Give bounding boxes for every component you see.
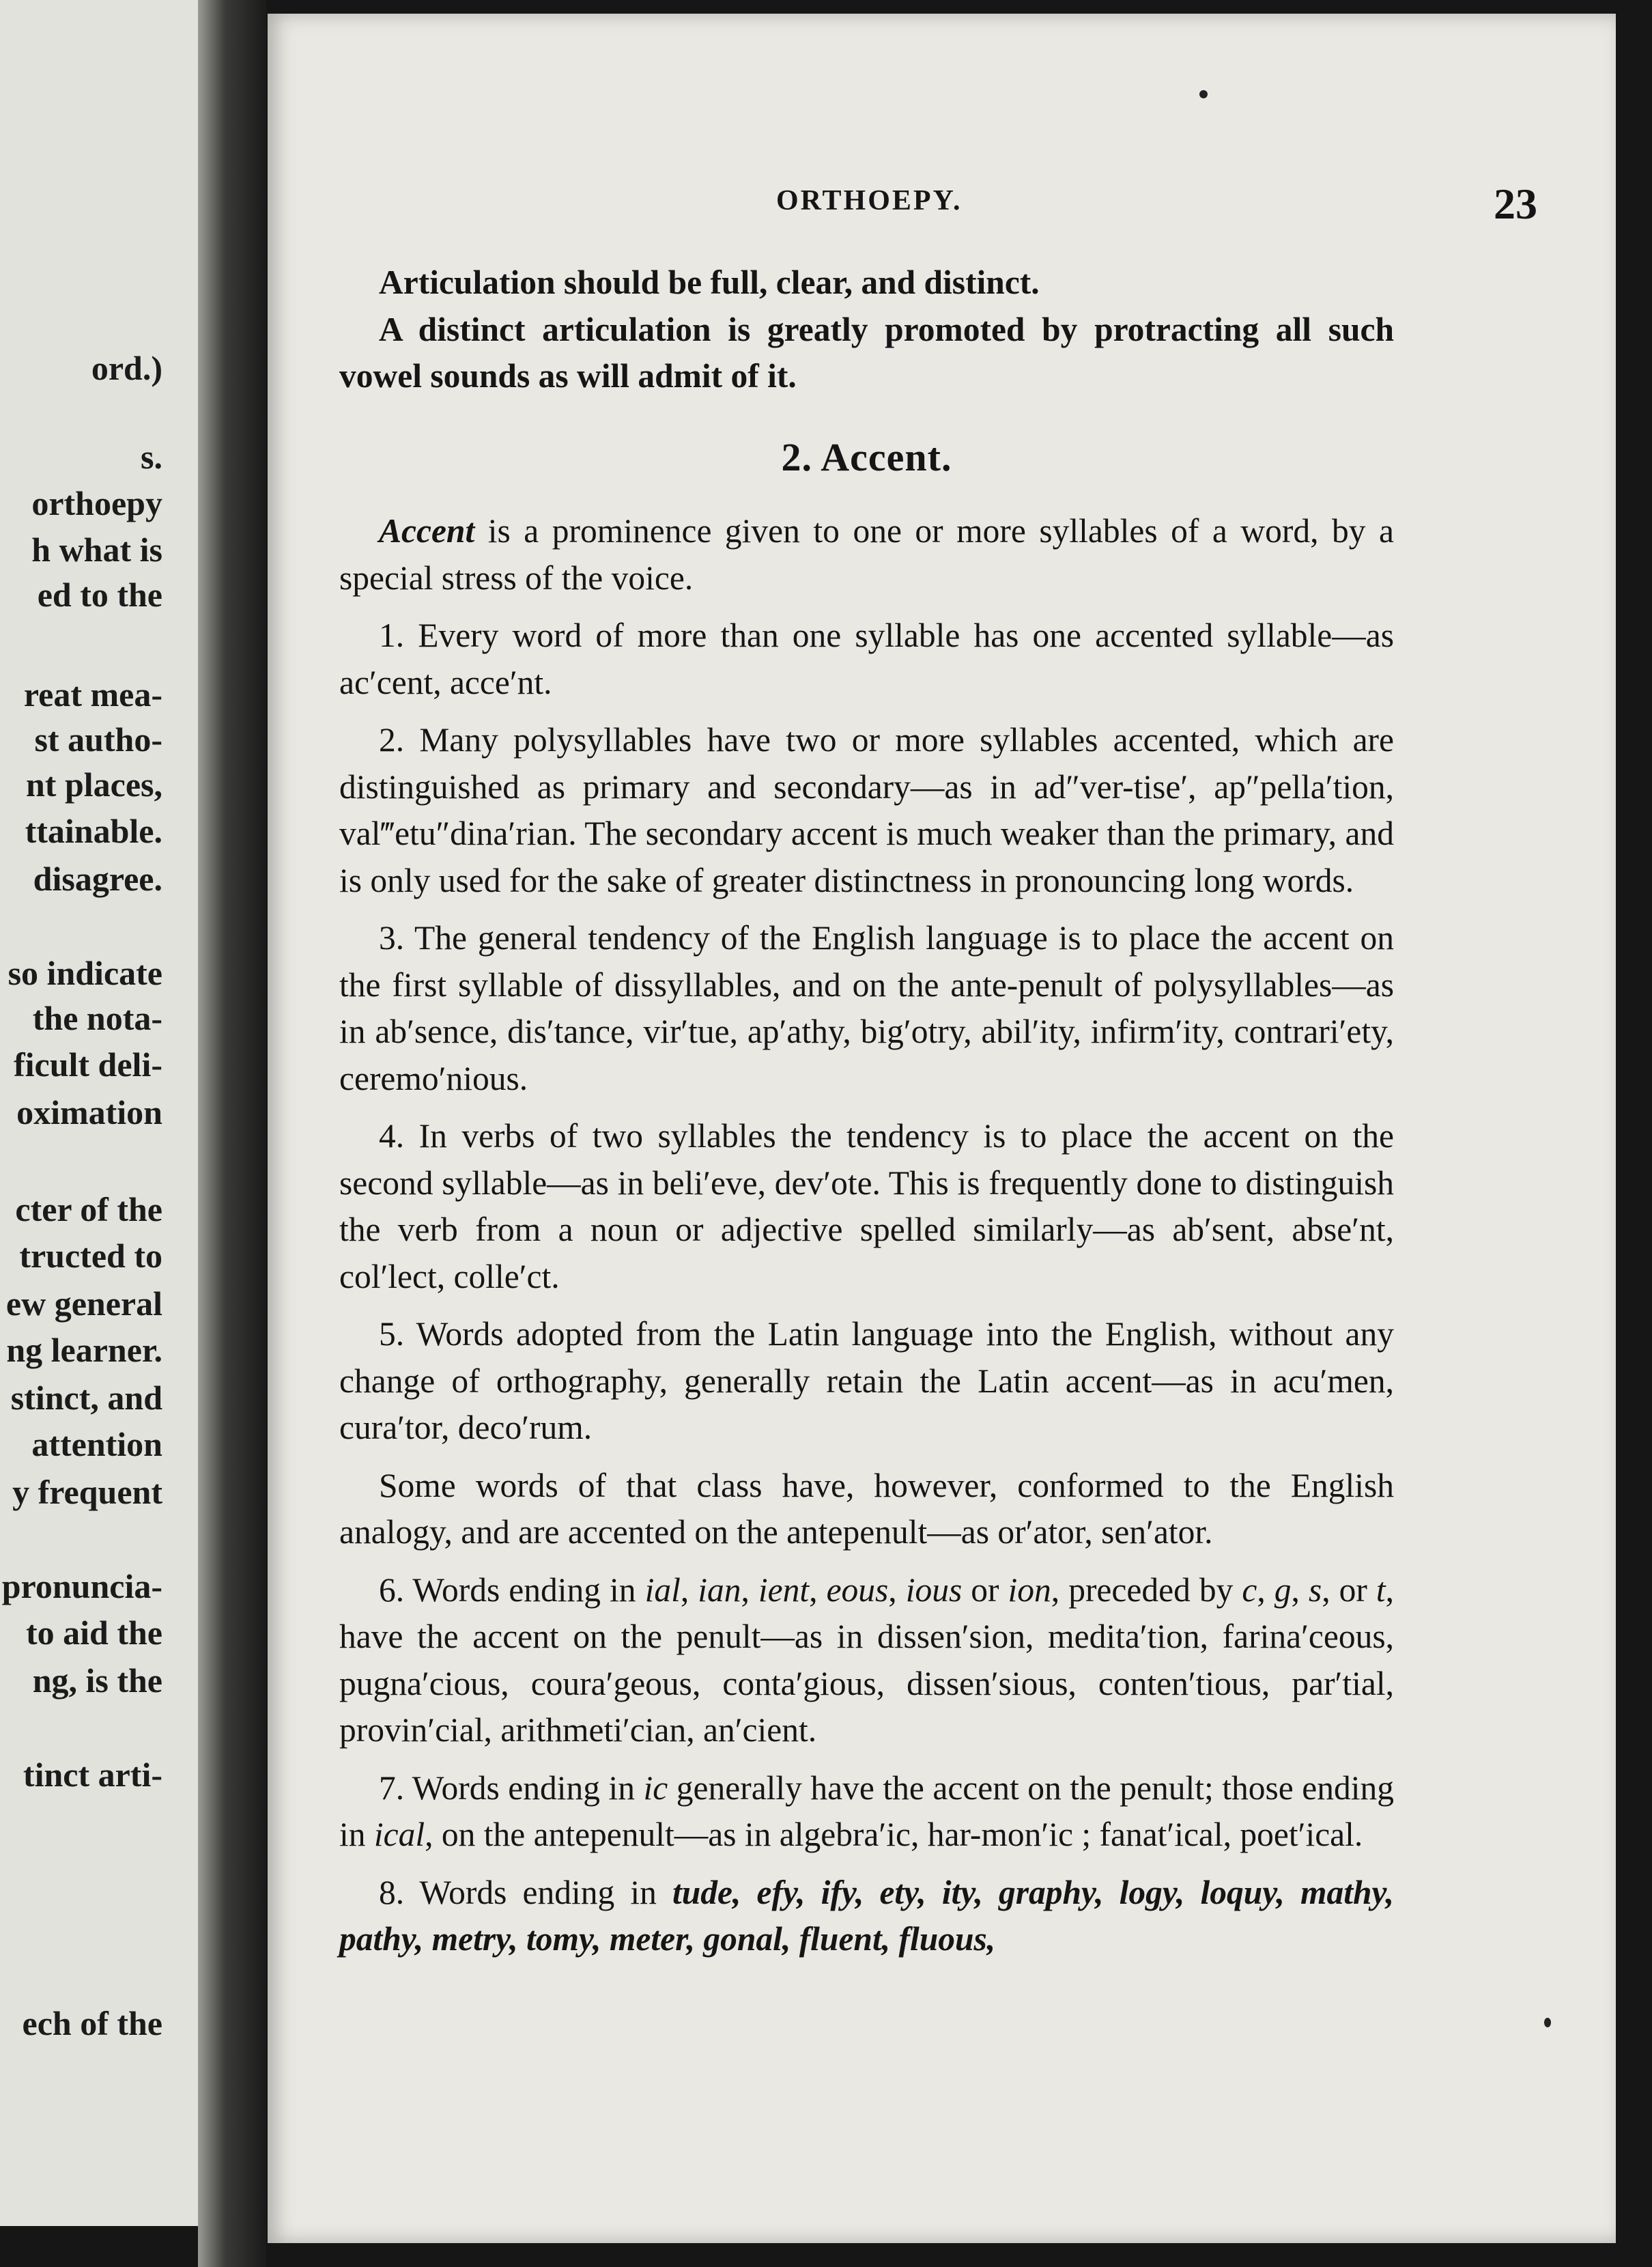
rule-7 bbox=[339, 1765, 1394, 1859]
left-page-fragment: orthoepy bbox=[31, 484, 162, 522]
ending: ian bbox=[698, 1571, 741, 1609]
rule-5-note: Some words of that class have, however, conformed to the English analogy, and are accented on the antepenult—as or′ator, sen′ator. bbox=[339, 1466, 1394, 1551]
articulation-line-1: Articulation should be full, clear, and distinct. bbox=[379, 264, 1040, 301]
rule-8-lead: 8. Words ending in bbox=[379, 1873, 672, 1911]
left-page-fragment: disagree. bbox=[33, 860, 162, 898]
left-page-fragment: ng learner. bbox=[6, 1331, 162, 1369]
definition-text: is a prominence given to one or more syllables of a word, by a special stress of the voice. bbox=[339, 512, 1394, 597]
left-page-fragment: ew general bbox=[5, 1284, 162, 1323]
rule-7-rest: , on the antepenult—as in algebra′ic, har-mon′ic ; fanat′ical, poet′ical. bbox=[425, 1816, 1363, 1853]
definition-term: Accent bbox=[379, 512, 475, 550]
rule-6-or: or bbox=[962, 1571, 1008, 1609]
left-page-fragment: ech of the bbox=[22, 2004, 162, 2042]
ending: ic bbox=[643, 1769, 668, 1807]
rule-5: 5. Words adopted from the Latin language into the English, without any change of orthography, generally retain the Latin accent—as in acu′men, cura′tor, deco′rum. bbox=[339, 1315, 1394, 1446]
accent-definition bbox=[339, 508, 1394, 602]
rule-8 bbox=[339, 1870, 1394, 1963]
rule-1: 1. Every word of more than one syllable has one accented syllable—as ac′cent, acce′nt. bbox=[339, 617, 1394, 701]
consonant: t bbox=[1376, 1571, 1386, 1609]
articulation-line-2: A distinct articulation is greatly promoted by protracting all such vowel sounds as will admit of it. bbox=[339, 310, 1394, 395]
running-header bbox=[268, 179, 1616, 227]
ink-speck bbox=[1199, 90, 1208, 98]
ink-speck bbox=[1544, 2018, 1551, 2027]
ending: eous bbox=[826, 1571, 889, 1609]
ending: ial bbox=[644, 1571, 681, 1609]
rule-6-lead: 6. Words ending in bbox=[379, 1571, 645, 1609]
left-page-fragment: nt places, bbox=[26, 765, 162, 804]
left-page bbox=[0, 0, 198, 2226]
book-page bbox=[268, 14, 1616, 2243]
page-body bbox=[339, 259, 1394, 1963]
rule-7-lead: 7. Words ending in bbox=[379, 1769, 644, 1807]
left-page-fragment: ficult deli- bbox=[13, 1045, 162, 1084]
rule-4: 4. In verbs of two syllables the tendency is to place the accent on the second syllable—as in beli′eve, dev′ote. This is frequently done to distinguish the verb from a noun or adjective spelled similarly—as ab′sent, abse′nt, col′lect, colle′ct. bbox=[339, 1117, 1394, 1295]
consonant: g bbox=[1274, 1571, 1292, 1609]
consonant: s bbox=[1308, 1571, 1322, 1609]
left-page-fragment: the nota- bbox=[32, 999, 162, 1037]
section-heading: 2. Accent. bbox=[781, 434, 952, 479]
ending: ient bbox=[758, 1571, 810, 1609]
left-page-fragment: to aid the bbox=[26, 1614, 162, 1652]
ending: ion bbox=[1008, 1571, 1051, 1609]
page-number: 23 bbox=[1494, 180, 1537, 228]
left-page-fragment: stinct, and bbox=[10, 1379, 162, 1417]
left-page-fragment: ed to the bbox=[37, 576, 162, 614]
left-page-fragment: y frequent bbox=[12, 1473, 162, 1511]
rule-6-mid: , preceded by bbox=[1051, 1571, 1242, 1609]
left-page-fragment: ng, is the bbox=[32, 1661, 162, 1700]
left-page-fragment: tinct arti- bbox=[23, 1756, 162, 1794]
left-page-fragment: attention bbox=[31, 1425, 162, 1463]
left-page-fragment: pronuncia- bbox=[1, 1567, 162, 1605]
left-page-fragment: ttainable. bbox=[25, 812, 162, 850]
left-page-fragment: cter of the bbox=[15, 1190, 162, 1228]
consonant: c bbox=[1242, 1571, 1257, 1609]
left-page-fragment: so indicate bbox=[8, 954, 162, 992]
ending: ious bbox=[905, 1571, 963, 1609]
left-page-text bbox=[0, 0, 198, 2226]
left-page-fragment: tructed to bbox=[19, 1237, 162, 1275]
left-page-fragment: reat mea- bbox=[23, 675, 162, 714]
rule-3: 3. The general tendency of the English language is to place the accent on the first syllable of dissyllables, and on the ante-penult of polysyllables—as in ab′sence, dis′tance, vir′tue, ap′athy, big′otry, abil′ity, infirm′ity, contrari′ety, ceremo′nious. bbox=[339, 919, 1394, 1097]
book-gutter bbox=[198, 0, 266, 2267]
left-page-fragment: s. bbox=[141, 438, 162, 476]
left-page-fragment: oximation bbox=[16, 1093, 162, 1131]
left-page-fragment: ord.) bbox=[91, 349, 162, 387]
running-title: ORTHOEPY. bbox=[776, 185, 963, 216]
rule-2: 2. Many polysyllables have two or more syllables accented, which are distinguished as primary and secondary—as in ad″ver-tise′, ap″pella′tion, val‴etu″dina′rian. The secondary accent is much weaker than the primary, and is only used for the sake of greater distinctness in pronouncing long words. bbox=[339, 721, 1394, 899]
rule-8-endings: tude, efy, ify, ety, ity, graphy, logy, loquy, mathy, pathy, metry, tomy, meter, gonal, fluent, fluous, bbox=[339, 1873, 1394, 1958]
rule-7-mid: generally have the accent on the penult; those ending in bbox=[339, 1769, 1394, 1853]
ending: ical bbox=[373, 1816, 425, 1853]
rule-6: 6. Words ending in ial, ian, ient, eous, ious or ion, preceded by c, g, s, or t, have the accent on the penult—as in dissen′sion, medita′tion, farina′ceous, pugna′cious, coura′geous, conta′gious, dissen′sious, conten′tious, par′tial, provin′cial, arithmeti′cian, an′cient. bbox=[339, 1571, 1395, 1749]
rule-6-rest: , have the accent on the penult—as in dissen′sion, medita′tion, farina′ceous, pugna′cious, coura′geous, conta′gious, dissen′sious, conten′tious, par′tial, provin′cial, arithmeti′cian, an′cient. bbox=[339, 1571, 1395, 1749]
left-page-fragment: st autho- bbox=[34, 720, 162, 759]
left-page-fragment: h what is bbox=[31, 531, 162, 569]
